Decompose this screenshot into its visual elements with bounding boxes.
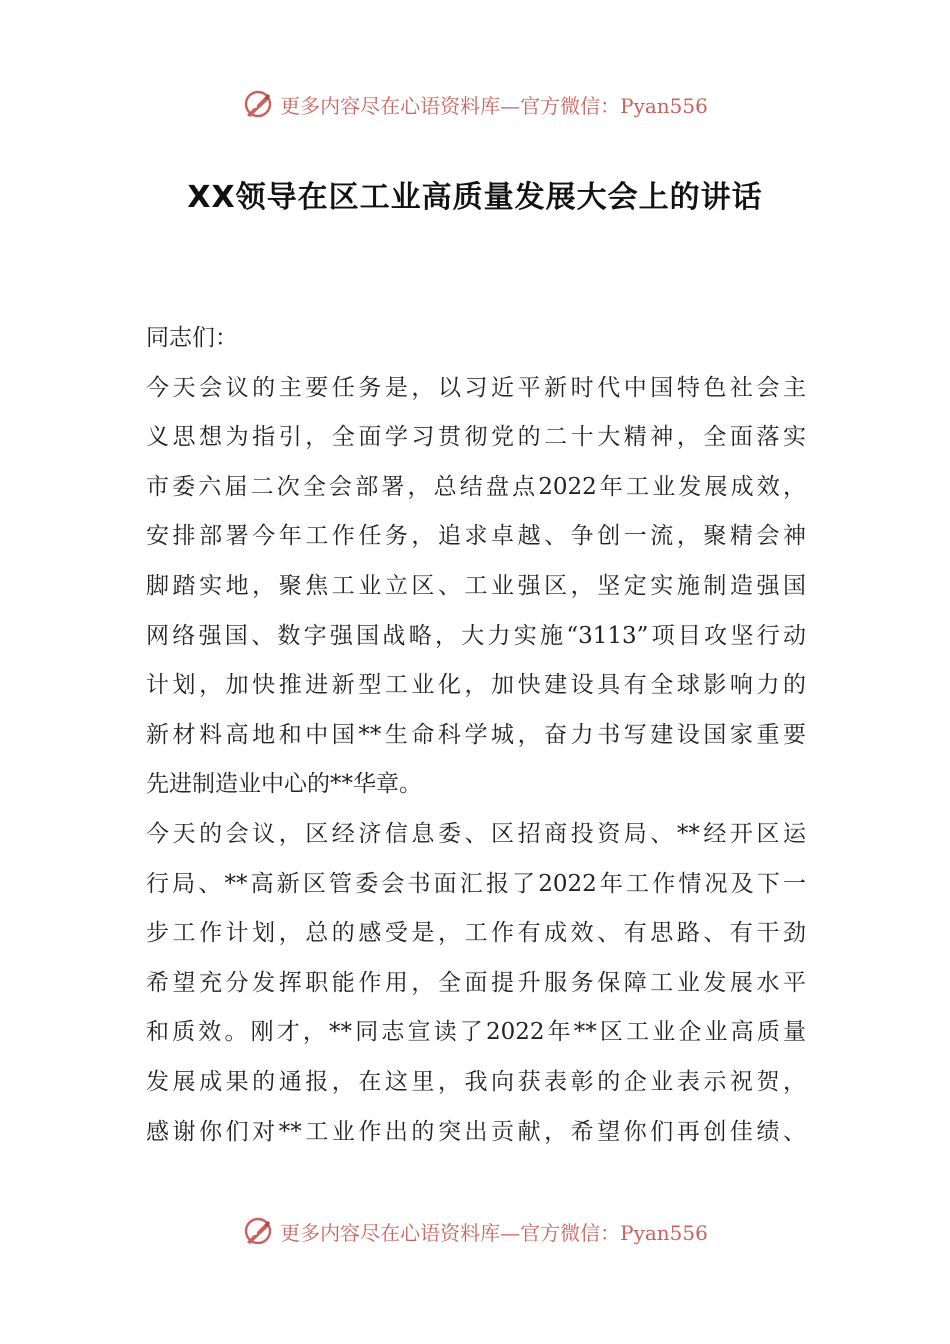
body-line: 市委六届二次全会部署，总结盘点2022年工业发展成效， [146, 473, 806, 500]
pen-logo-icon [242, 1215, 274, 1247]
body-line: 脚踏实地，聚焦工业立区、工业强区，坚定实施制造强国 [146, 572, 806, 599]
body-line: 行局、**高新区管委会书面汇报了2022年工作情况及下一 [146, 870, 806, 897]
body-line: 步工作计划，总的感受是，工作有成效、有思路、有干劲 [146, 920, 806, 947]
body-line: 同志们： [146, 325, 238, 351]
body-line: 和质效。刚才，**同志宣读了2022年**区工业企业高质量 [146, 1019, 806, 1046]
footer-watermark [0, 1211, 950, 1251]
body-line: 先进制造业中心的**华章。 [146, 771, 422, 798]
body-line: 发展成果的通报，在这里，我向获表彰的企业表示祝贺， [146, 1068, 806, 1095]
body-line: 安排部署今年工作任务，追求卓越、争创一流，聚精会神 [146, 523, 806, 550]
body-line: 网络强国、数字强国战略，大力实施“3113”项目攻坚行动 [146, 622, 806, 649]
body-line: 计划，加快推进新型工业化，加快建设具有全球影响力的 [146, 672, 806, 699]
body-line: 义思想为指引，全面学习贯彻党的二十大精神，全面落实 [146, 424, 806, 451]
body-line: 今天会议的主要任务是，以习近平新时代中国特色社会主 [146, 374, 806, 401]
body-line: 希望充分发挥职能作用，全面提升服务保障工业发展水平 [146, 969, 806, 996]
watermark-text: 更多内容尽在心语资料库—官方微信：Pyan556 [280, 93, 708, 118]
body-line: 感谢你们对**工业作出的突出贡献，希望你们再创佳绩、 [146, 1118, 806, 1145]
document-title: XX领导在区工业高质量发展大会上的讲话 [187, 180, 763, 215]
body-line: 今天的会议，区经济信息委、区招商投资局、**经开区运 [146, 820, 806, 847]
body-line: 新材料高地和中国**生命科学城，奋力书写建设国家重要 [146, 721, 806, 748]
pen-logo-icon [242, 88, 274, 120]
watermark-text: 更多内容尽在心语资料库—官方微信：Pyan556 [280, 1220, 708, 1245]
header-watermark [0, 84, 950, 124]
document-body [146, 314, 806, 1157]
